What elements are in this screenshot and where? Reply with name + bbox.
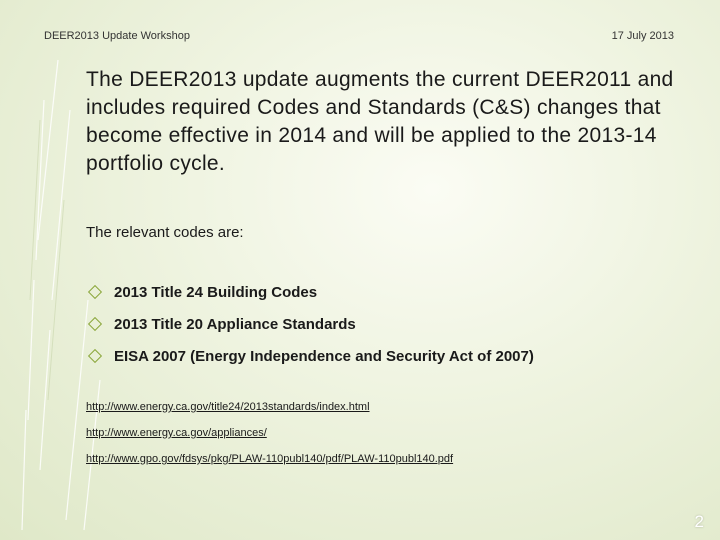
header-workshop-title: DEER2013 Update Workshop [44,30,190,42]
diamond-bullet-icon [88,285,102,299]
list-item [86,276,534,308]
code-label: EISA 2007 (Energy Independence and Security Act of 2007) [114,347,534,365]
diamond-bullet-icon [88,317,102,331]
header-date: 17 July 2013 [611,30,674,42]
codes-subheading: The relevant codes are: [86,224,244,241]
codes-list [86,276,534,372]
reference-links [86,401,453,479]
intro-paragraph: The DEER2013 update augments the current DEER2011 and includes required Codes and Standards (C&S) changes that become effective in 2014 and will be applied to the 2013-14 portfolio cycle. [86,68,674,175]
diamond-bullet-icon [88,349,102,363]
appliances-link[interactable]: http://www.energy.ca.gov/appliances/ [86,427,267,439]
page-number: 2 [694,512,704,531]
eisa-link[interactable]: http://www.gpo.gov/fdsys/pkg/PLAW-110publ140/pdf/PLAW-110publ140.pdf [86,453,454,465]
list-item [86,308,534,340]
code-label: 2013 Title 24 Building Codes [114,283,318,301]
title24-link[interactable]: http://www.energy.ca.gov/title24/2013standards/index.html [86,401,370,413]
code-label: 2013 Title 20 Appliance Standards [114,315,356,333]
list-item [86,340,534,372]
